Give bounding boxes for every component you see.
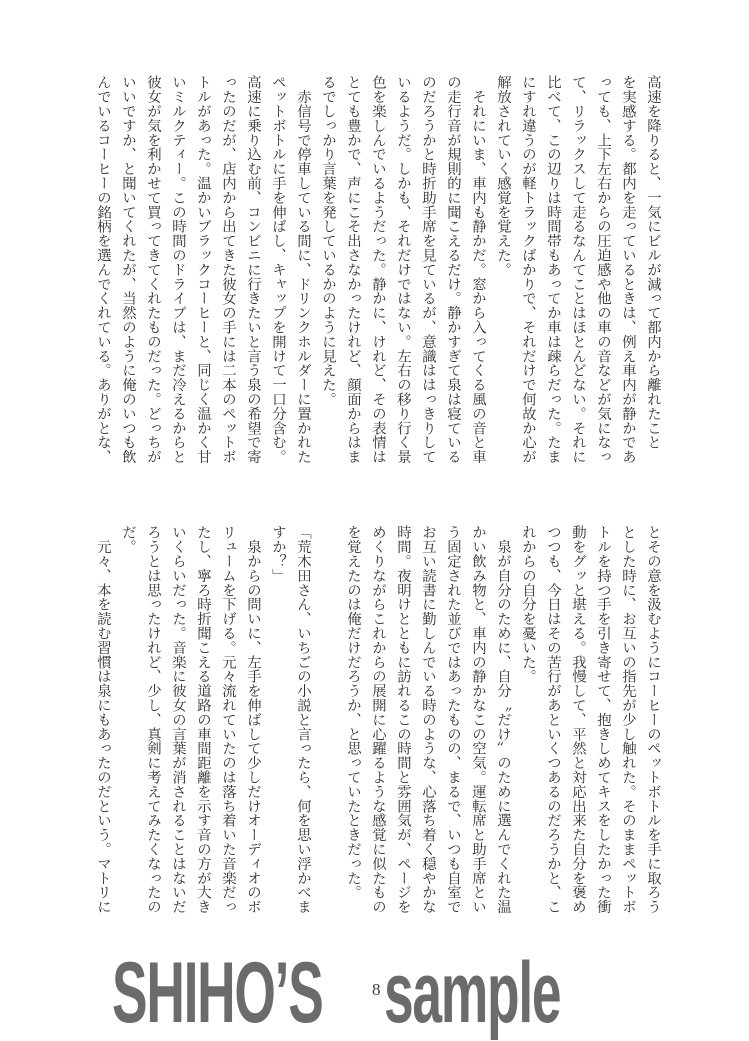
text-column: リュームを下げる。元々流れていたのは落ち着いた音楽だっ	[220, 525, 236, 914]
text-column: トルがあった。温かいブラックコーヒーと、同じく温かく甘	[195, 75, 211, 464]
text-column: お互い読書に勤しんでいる時のような、心落ち着く穏やかな	[420, 525, 436, 914]
text-column: れからの自分を憂いた。	[520, 525, 536, 684]
text-column: 「荒木田さん、いちごの小説と言ったら、何を思い浮かべま	[295, 525, 311, 914]
text-column: めくりながらこれからの展開に心躍るような感覚に似たもの	[370, 525, 386, 914]
text-column: 動をグッと堪える。我慢して、平然と対応出来た自分を褒め	[570, 525, 586, 914]
text-column: いるようだ。しかも、それだけではない。左右の移り行く景	[395, 75, 411, 464]
page-number: 8	[372, 980, 381, 999]
text-column: るでしっかり言葉を発しているかのように見えた。	[320, 75, 336, 407]
bottom-text-block	[90, 525, 665, 935]
text-column: う固定された並びではあったものの、まるで、いつも自室で	[445, 525, 461, 914]
text-column: いくらいだった。音楽に彼女の言葉が消されることはないだ	[170, 525, 186, 914]
text-column: 元々、本を読む習慣は泉にもあったのだという。マトリに	[95, 525, 111, 914]
text-column: を実感する。都内を走っているときは、例え車内が静かであ	[620, 75, 636, 464]
text-column: トルを持つ手を引き寄せて、抱きしめてキスをしたかった衝	[595, 525, 611, 914]
text-column: 時間。夜明けとともに訪れるこの時間と雰囲気が、ページを	[395, 525, 411, 914]
text-column: 泉からの問いに、左手を伸ばして少しだけオーディオのボ	[245, 525, 261, 914]
text-column: を覚えたのは俺だけだろうか、と思っていたときだった。	[345, 525, 361, 900]
text-column: とても豊かで、声にこそ出さなかったけれど、顔面からはま	[345, 75, 361, 464]
text-column: 泉が自分のために、自分〝だけ〟のために選んでくれた温	[495, 525, 511, 914]
text-column: ペットボトルに手を伸ばし、キャップを開けて一口分含む。	[270, 75, 286, 464]
text-column: の走行音が規則的に聞こえるだけ。静かすぎて泉は寝ている	[445, 75, 461, 464]
text-column: て、リラックスして走るなんてことはほとんどない。それに	[570, 75, 586, 464]
text-column	[315, 525, 340, 935]
text-column: だ。	[120, 525, 136, 554]
top-text-block	[90, 75, 665, 485]
text-column: 高速を降りると、一気にビルが減って都内から離れたこと	[645, 75, 661, 450]
text-column: いいですか、と聞いてくれたが、当然のように俺のいつも飲	[120, 75, 136, 464]
text-column: 解放されていく感覚を覚えた。	[495, 75, 511, 277]
text-column: ったのだが、店内から出てきた彼女の手には二本のペットボ	[220, 75, 236, 464]
text-column: 比べて、この辺りは時間帯もあってか車は疎らだった。たま	[545, 75, 561, 464]
text-column: とその意を汲むようにコーヒーのペットボトルを手に取ろう	[645, 525, 661, 914]
text-column: すか？」	[270, 525, 286, 583]
text-column: 高速に乗り込む前、コンビニに行きたいと言う泉の希望で寄	[245, 75, 261, 464]
text-column: ろうとは思ったけれど、少し、真剣に考えてみたくなったの	[145, 525, 161, 914]
text-column: んでいるコーヒーの銘柄を選んでくれている。ありがとな、	[95, 75, 111, 464]
text-column: にすれ違うのが軽トラックばかりで、それだけで何故か心が	[520, 75, 536, 464]
watermark-right-text: sample	[384, 945, 561, 1041]
text-column: かい飲み物と、車内の静かなこの空気。運転席と助手席とい	[470, 525, 486, 914]
text-column: のだろうかと時折助手席を見ているが、意識ははっきりして	[420, 75, 436, 464]
text-column: っても、上下左右からの圧迫感や他の車の音などが気になっ	[595, 75, 611, 464]
text-column: 彼女が気を利かせて買ってきてくれたものだった。どっちが	[145, 75, 161, 464]
text-column: 色を楽しんでいるようだった。静かに、けれど、その表情は	[370, 75, 386, 464]
text-column: たし、寧ろ時折聞こえる道路の車間距離を示す音の方が大き	[195, 525, 211, 914]
text-column: いミルクティー。この時間のドライブは、まだ冷えるからと	[170, 75, 186, 464]
text-column: それにいま、車内も静かだ。窓から入ってくる風の音と車	[470, 75, 486, 464]
text-column: 赤信号で停車している間に、ドリンクホルダーに置かれた	[295, 75, 311, 464]
text-column: つつも、今日はその苦行があといくつあるのだろうかと、こ	[545, 525, 561, 914]
text-column: とした時に、お互いの指先が少し触れた。そのままペットボ	[620, 525, 636, 914]
watermark-left-text: SHIHO’S	[112, 945, 323, 1041]
